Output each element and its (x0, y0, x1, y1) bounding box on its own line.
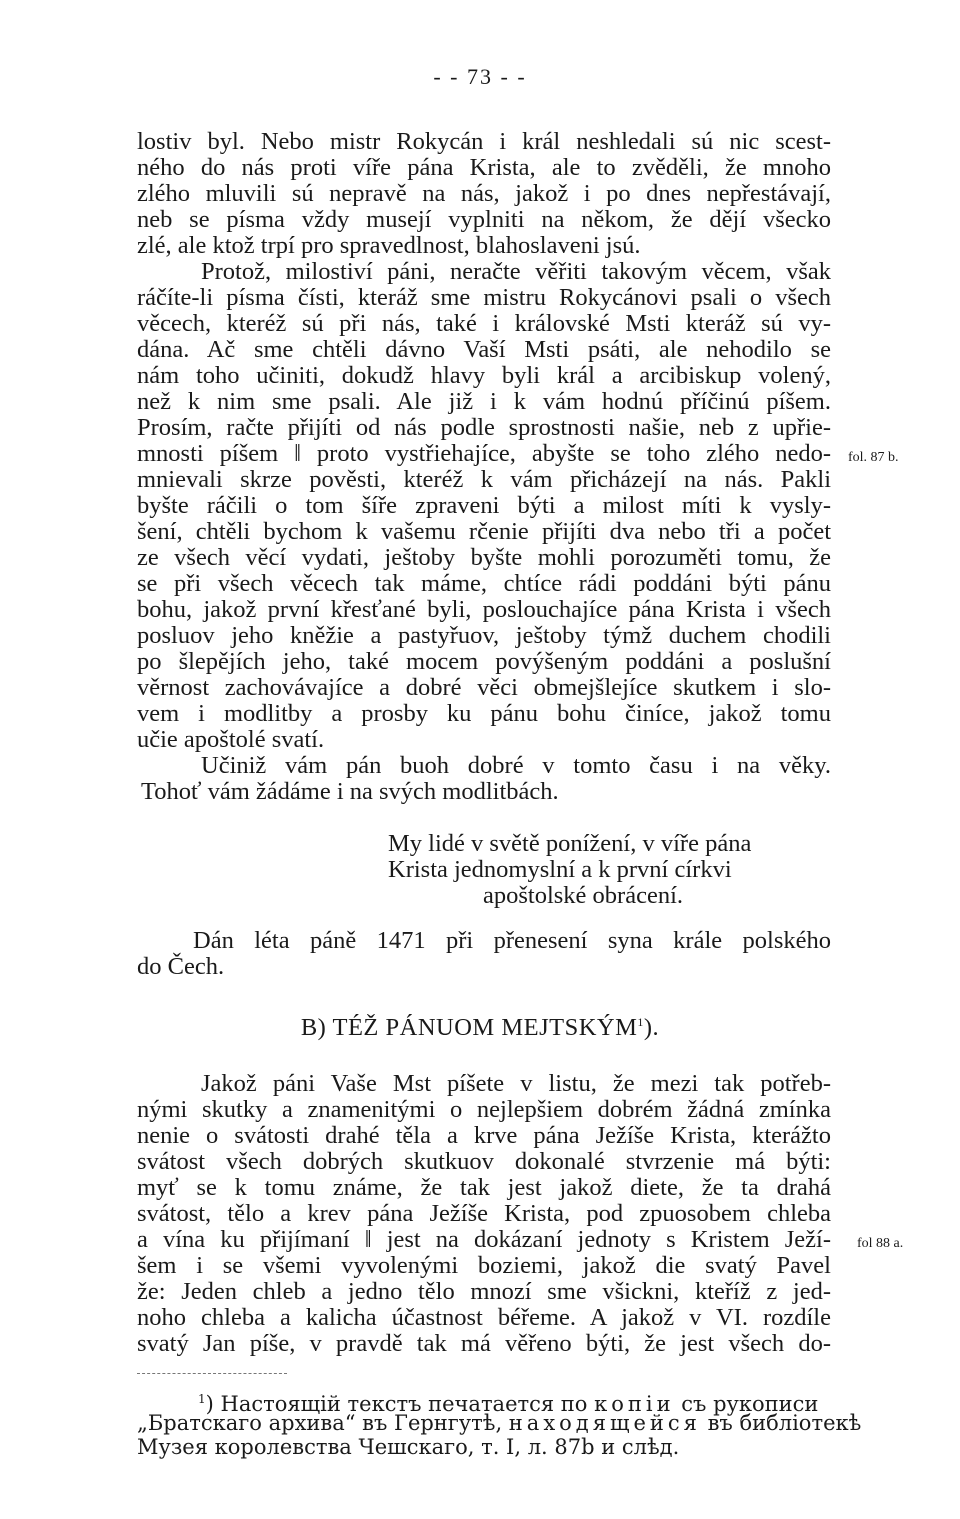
text-line: věcech, kteréž sú při nás, také i královské Msti kteráž sú vy- (137, 310, 831, 337)
heading-punctuation: ). (643, 1014, 660, 1041)
text-line: věrnost zachovávajíce a dobré věci obmejšlejíce skutkem i slo- (137, 674, 831, 701)
text-line: nými skutky a znamenitými o nejlepšiem dobrém žádná zmínka (137, 1096, 831, 1123)
text-line: byšte ráčili o tom šíře zpraveni býti a milost míti k vysly- (137, 492, 831, 519)
text-line: než k nim sme psali. Ale již i k vám hodnú příčinú píšem. (137, 388, 831, 415)
text-line: noho chleba a kalicha účastnost béřeme. A jakož v VI. rozdíle (137, 1304, 831, 1331)
text-line: vem i modlitby a prosby ku pánu bohu činíce, jakož tomu (137, 700, 831, 727)
text-line: Dán léta páně 1471 při přenesení syna krále polského (193, 927, 831, 954)
footnote-marker: 1 (198, 1392, 206, 1406)
footnote-line (137, 1411, 861, 1435)
text-line: Jakož páni Vaše Mst píšete v listu, že mezi tak potřeb- (201, 1070, 831, 1097)
text-line: posluov jeho kněžie a pastyřuov, ještoby týmž duchem chodili (137, 622, 831, 649)
signature-line: apoštolské obrácení. (483, 882, 684, 909)
text-line: mnosti píšem ‖ proto vystřiehajíce, abyšte se toho zlého nedo- (137, 440, 831, 467)
footnote-text: съ рукописи (674, 1392, 819, 1416)
text-line: svatý Jan píše, v pravdě tak má věřeno býti, že jest všech do- (137, 1330, 831, 1357)
text-line: nenie o svátosti drahé těla a krve pána Ježíše Krista, kterážto (137, 1122, 831, 1149)
text-line: dána. Ač sme chtěli dávno Vaší Msti psáti, ale nehodilo se (137, 336, 831, 363)
text-line: a vína ku přijímaní ‖ jest na dokázaní jednoty s Kristem Ježí- (137, 1226, 831, 1253)
text-line: že: Jeden chleb a jedno tělo mnozí sme všickni, kteříž z jed- (137, 1278, 831, 1305)
text-line: Tohoť vám žádáme i na svých modlitbách. (141, 778, 559, 805)
margin-note: fol 88 a. (857, 1236, 904, 1251)
footnote-divider (137, 1373, 287, 1374)
text-line: po šlepějích jeho, také mocem povýšeným poddáni a poslušní (137, 648, 831, 675)
text-line: se při všech věcech tak máme, chtíce rádi poddáni býti pánu (137, 570, 831, 597)
footnote-emphasis: копіи (594, 1392, 675, 1416)
text-line: Protož, milostiví páni, neračte věřiti takovým věcem, však (201, 258, 831, 285)
section-heading-text: B) TÉŽ PÁNUOM MEJTSKÝM (300, 1014, 638, 1041)
text-line: Prosím, račte přijíti od nás podle sprostnosti našie, neb z upřie- (137, 414, 831, 441)
text-line: ze všech věcí vydati, ještoby byšte mohli porozuměti tomu, že (137, 544, 831, 571)
footnote-line: Музея королевства Чешскаго, т. I, л. 87b и слѣд. (137, 1435, 680, 1459)
signature-line: My lidé v světě ponížení, v víře pána (388, 830, 752, 857)
text-line: ráčíte-li písma čísti, kteráž sme mistru Rokycánovi psali o všech (137, 284, 831, 311)
text-line: Učiniž vám pán buoh dobré v tomto času i na věky. (201, 752, 831, 779)
text-line: ného do nás proti víře pána Krista, ale to zvěděli, že mnoho (137, 154, 831, 181)
text-line: myť se k tomu známe, že tak jest jakož diete, že ta drahá (137, 1174, 831, 1201)
text-line: šem i se všemi vyvolenými boziemi, jakož die svatý Pavel (137, 1252, 831, 1279)
text-line: neb se písma vždy musejí vyplniti na někom, že dějí všecko (137, 206, 831, 233)
footnote-text: ) Настоящій текстъ печатается по (205, 1392, 595, 1416)
footnote-text: „Братскаго архива“ въ Гернгутѣ, (137, 1411, 509, 1435)
margin-note: fol. 87 b. (848, 450, 899, 465)
text-line: učie apoštolé svatí. (137, 726, 325, 753)
footnote-marker: 1 (637, 1014, 644, 1029)
text-line: nám toho učiniti, dokudž hlavy byli král a arcibiskup volený, (137, 362, 831, 389)
text-line: svátost všech dobrých skutkuov dokonalé stvrzenie má býti: (137, 1148, 831, 1175)
text-line: lostiv byl. Nebo mistr Rokycán i král neshledali sú nic scest- (137, 128, 831, 155)
text-line: zlé, ale ktož trpí pro spravedlnost, blahoslaveni jsú. (137, 232, 641, 259)
text-line: svátost, tělo a krev pána Ježíše Krista, pod zpuosobem chleba (137, 1200, 831, 1227)
footnote-text: въ библіотекѣ (700, 1411, 862, 1435)
section-heading (0, 1014, 960, 1042)
text-line: bohu, jakož první křesťané byli, poslouchajíce pána Krista i všech (137, 596, 831, 623)
text-line: do Čech. (137, 953, 225, 980)
text-line: šení, chtěli bychom k vašemu rčenie přijíti dva nebo tři a počet (137, 518, 831, 545)
signature-line: Krista jednomyslní a k první církvi (388, 856, 732, 883)
text-line: mnievali skrze pověsti, kteréž k vám přicházejí na nás. Pakli (137, 466, 831, 493)
footnote-emphasis: находящейся (508, 1411, 701, 1435)
text-line: zlého mluvili sú nepravě na nás, jakož i po dnes nepřestávají, (137, 180, 831, 207)
page-number: - - 73 - - (433, 64, 527, 89)
